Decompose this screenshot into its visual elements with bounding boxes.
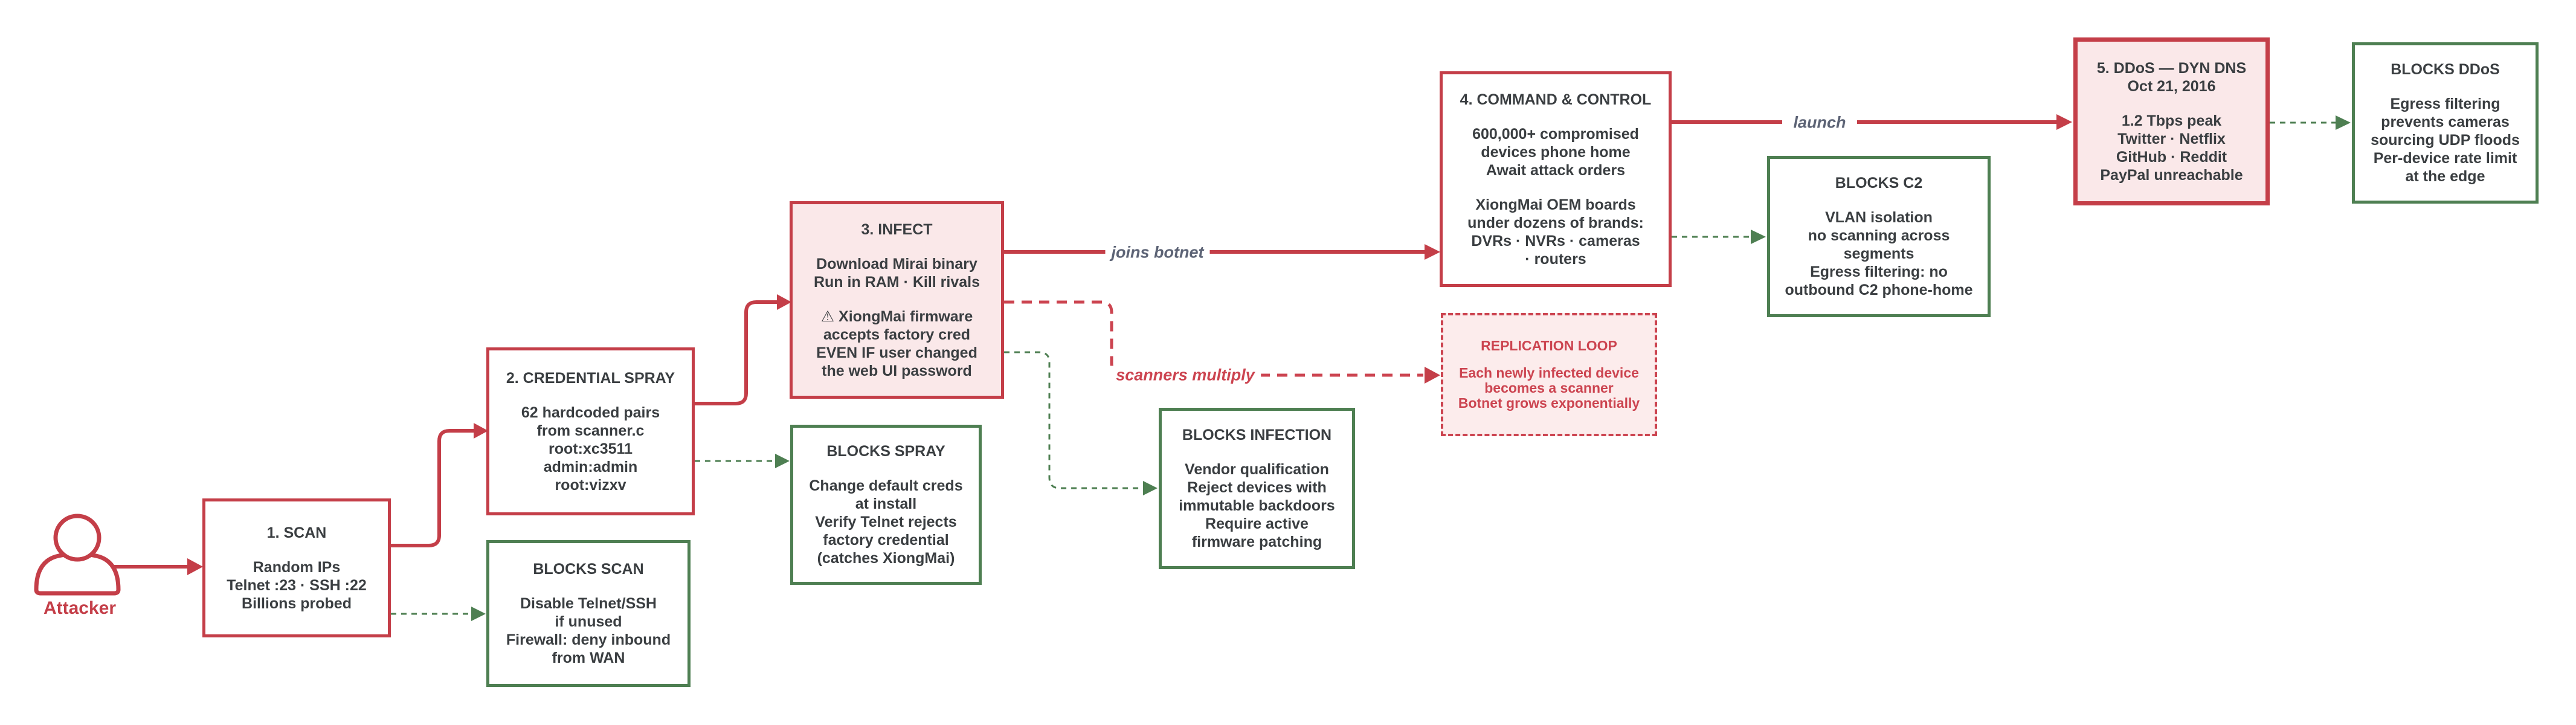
text-line: the web UI password bbox=[822, 362, 972, 379]
text-line: at the edge bbox=[2405, 168, 2485, 185]
node-body bbox=[227, 558, 367, 613]
node-blocks-ddos bbox=[2352, 42, 2539, 204]
node-title: 1. SCAN bbox=[266, 524, 327, 541]
node-body bbox=[2371, 95, 2520, 185]
text-line: Vendor qualification bbox=[1185, 461, 1329, 478]
node-blocks-spray bbox=[790, 425, 982, 585]
text-line: 1.2 Tbps peak bbox=[2121, 112, 2222, 129]
text-line: at install bbox=[855, 495, 917, 512]
text-line: factory credential bbox=[823, 532, 949, 549]
arrow-infect-to-loop-elbow bbox=[1004, 302, 1129, 375]
text-line: Firewall: deny inbound bbox=[506, 631, 671, 648]
text-line: Billions probed bbox=[242, 594, 352, 612]
text-line: · routers bbox=[1525, 250, 1586, 268]
text-line: (catches XiongMai) bbox=[817, 550, 955, 567]
node-body-2 bbox=[1467, 196, 1644, 268]
text-line: root:xc3511 bbox=[549, 440, 633, 457]
attacker-label: Attacker bbox=[43, 598, 117, 618]
arrowhead-ddos bbox=[2056, 114, 2072, 130]
node-body bbox=[2100, 112, 2243, 184]
node-title: BLOCKS C2 bbox=[1835, 175, 1923, 192]
text-line: Verify Telnet rejects bbox=[815, 514, 957, 530]
text-line: Each newly infected device bbox=[1459, 365, 1639, 381]
node-scan bbox=[202, 498, 391, 637]
text-line: XiongMai OEM boards bbox=[1475, 196, 1636, 213]
text-line: Egress filtering bbox=[2390, 95, 2500, 112]
text-line: PayPal unreachable bbox=[2100, 166, 2243, 184]
node-title: BLOCKS SPRAY bbox=[826, 443, 945, 460]
node-body bbox=[1458, 366, 1640, 411]
text-line: ⚠ XiongMai firmware bbox=[820, 308, 973, 325]
arrowhead-scan bbox=[187, 558, 203, 575]
dashed-red-connectors bbox=[1004, 302, 1423, 375]
text-line: DVRs · NVRs · cameras bbox=[1471, 232, 1640, 250]
edge-label-joins-botnet: joins botnet bbox=[1106, 243, 1210, 262]
arrow-spray-to-infect bbox=[695, 302, 778, 404]
attacker-body bbox=[36, 554, 118, 594]
text-line: Per-device rate limit bbox=[2373, 150, 2517, 167]
text-line: Download Mirai binary bbox=[816, 255, 977, 272]
node-title: 3. INFECT bbox=[861, 221, 933, 238]
node-replication-loop bbox=[1441, 313, 1657, 436]
node-body bbox=[1785, 208, 1972, 299]
text-line: 62 hardcoded pairs bbox=[521, 404, 660, 421]
node-body-1 bbox=[1472, 125, 1639, 179]
edge-label-scanners-multiply: scanners multiply bbox=[1110, 366, 1261, 385]
text-line: under dozens of brands: bbox=[1467, 214, 1644, 231]
node-title: REPLICATION LOOP bbox=[1481, 338, 1617, 353]
node-infect bbox=[790, 201, 1004, 399]
node-body bbox=[521, 404, 660, 494]
text-line: no scanning across bbox=[1808, 227, 1950, 244]
arrowhead-replication bbox=[1425, 367, 1440, 384]
attacker-icon bbox=[36, 516, 118, 593]
node-title: 5. DDoS — DYN DNS bbox=[2096, 59, 2247, 77]
text-line: GitHub · Reddit bbox=[2116, 148, 2227, 166]
text-line: Change default creds bbox=[809, 477, 963, 494]
text-line: firmware patching bbox=[1191, 533, 1322, 550]
solid-red-connectors bbox=[111, 122, 2058, 567]
text-line: devices phone home bbox=[1481, 143, 1631, 161]
text-line: VLAN isolation bbox=[1825, 209, 1933, 226]
node-subtitle: Oct 21, 2016 bbox=[2127, 77, 2216, 95]
text-line: becomes a scanner bbox=[1484, 380, 1614, 396]
text-line: Run in RAM · Kill rivals bbox=[813, 273, 980, 291]
arrowhead-blocks-c2 bbox=[1751, 230, 1766, 244]
node-body-1 bbox=[814, 255, 980, 291]
arrowhead-blocks-scan bbox=[471, 607, 486, 621]
text-line: immutable backdoors bbox=[1179, 497, 1335, 514]
arrowhead-blocks-spray bbox=[775, 454, 790, 468]
text-line: Telnet :23 · SSH :22 bbox=[227, 576, 367, 594]
node-credential-spray bbox=[486, 347, 695, 515]
text-line: sourcing UDP floods bbox=[2371, 132, 2520, 149]
attacker-head bbox=[56, 516, 99, 559]
node-title: BLOCKS INFECTION bbox=[1182, 427, 1332, 443]
text-line: if unused bbox=[555, 613, 622, 630]
node-body bbox=[809, 477, 962, 567]
text-line: root:vizxv bbox=[555, 476, 626, 494]
node-body bbox=[506, 594, 671, 667]
edge-label-launch: launch bbox=[1787, 114, 1852, 132]
text-line: accepts factory cred bbox=[823, 326, 971, 343]
text-line: prevents cameras bbox=[2381, 114, 2510, 130]
node-body-2 bbox=[816, 308, 977, 380]
node-title: BLOCKS DDoS bbox=[2391, 61, 2500, 78]
text-line: segments bbox=[1843, 245, 1914, 262]
text-line: Egress filtering: no bbox=[1810, 263, 1948, 280]
text-line: Botnet grows exponentially bbox=[1458, 395, 1640, 411]
arrowhead-c2 bbox=[1425, 244, 1440, 260]
text-line: from scanner.c bbox=[536, 422, 645, 439]
node-title: BLOCKS SCAN bbox=[533, 561, 644, 578]
text-line: EVEN IF user changed bbox=[816, 344, 977, 361]
node-blocks-c2 bbox=[1767, 156, 1991, 317]
text-line: Await attack orders bbox=[1486, 161, 1626, 179]
node-blocks-infection bbox=[1159, 408, 1355, 569]
node-title: 2. CREDENTIAL SPRAY bbox=[506, 369, 675, 387]
arrow-scan-to-spray bbox=[391, 431, 475, 546]
node-ddos bbox=[2073, 37, 2270, 205]
arrowhead-blocks-ddos bbox=[2336, 115, 2351, 130]
node-command-control bbox=[1440, 71, 1672, 287]
text-line: admin:admin bbox=[543, 458, 638, 475]
text-line: Require active bbox=[1205, 515, 1309, 532]
text-line: from WAN bbox=[552, 649, 625, 666]
node-title: 4. COMMAND & CONTROL bbox=[1460, 91, 1652, 108]
text-line: Random IPs bbox=[253, 558, 341, 576]
arrowhead-blocks-infection bbox=[1143, 481, 1158, 495]
text-line: outbound C2 phone-home bbox=[1785, 282, 1973, 298]
text-line: Twitter · Netflix bbox=[2117, 130, 2226, 147]
text-line: Reject devices with bbox=[1187, 479, 1327, 496]
green-arrowheads bbox=[471, 115, 2351, 621]
text-line: Disable Telnet/SSH bbox=[520, 595, 657, 612]
node-blocks-scan bbox=[486, 540, 691, 687]
node-body bbox=[1179, 460, 1335, 551]
text-line: 600,000+ compromised bbox=[1472, 125, 1639, 143]
